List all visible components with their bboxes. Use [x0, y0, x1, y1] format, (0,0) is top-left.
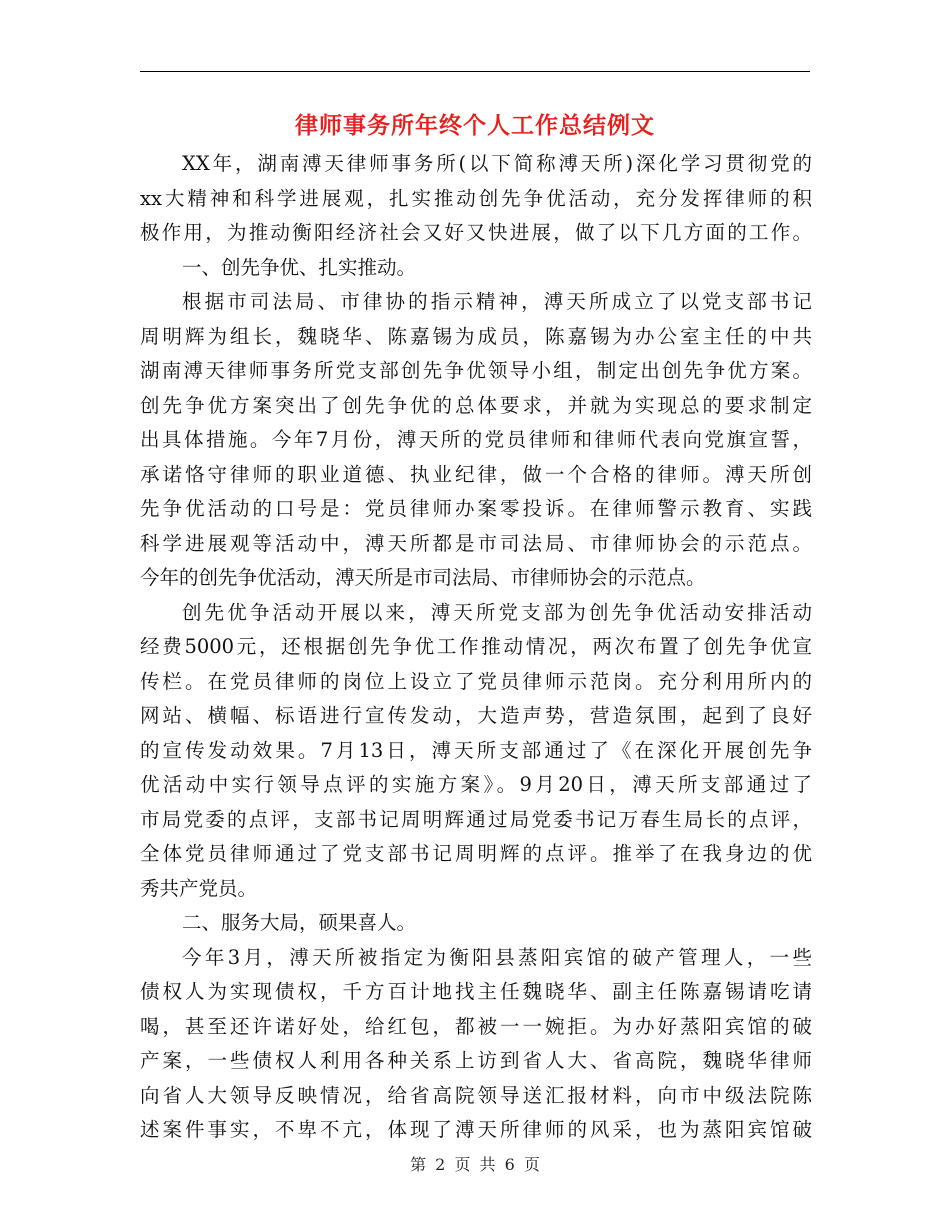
- paragraph-line: 今年的创先争优活动，溥天所是市司法局、市律师协会的示范点。: [140, 566, 706, 589]
- paragraph-line: 网站、横幅、标语进行宣传发动，大造声势，营造氛围，起到了良好: [140, 704, 812, 727]
- paragraph-line: 述案件事实，不卑不亢，体现了溥天所律师的风采，也为蒸阳宾馆破: [140, 1118, 812, 1141]
- section-heading: 二、服务大局，硕果喜人。: [182, 911, 417, 934]
- paragraph-line: 传栏。在党员律师的岗位上设立了党员律师示范岗。充分利用所内的: [140, 669, 812, 693]
- document-title: 律师事务所年终个人工作总结例文: [295, 113, 655, 139]
- paragraph-line: 产案，一些债权人利用各种关系上访到省人大、省高院，魏晓华律师: [140, 1049, 812, 1072]
- document-body: [140, 147, 812, 1148]
- paragraph-line: 创先争优方案突出了创先争优的总体要求，并就为实现总的要求制定: [140, 393, 812, 417]
- paragraph-line: 全体党员律师通过了党支部书记周明辉的点评。推举了在我身边的优: [140, 842, 812, 865]
- paragraph-line: XX年，湖南溥天律师事务所(以下简称溥天所)深化学习贯彻党的: [182, 152, 812, 175]
- paragraph-line: 出具体措施。今年7月份，溥天所的党员律师和律师代表向党旗宣誓，: [140, 428, 812, 451]
- page-number: 第 2 页 共 6 页: [410, 1155, 540, 1174]
- paragraph-line: 科学进展观等活动中，溥天所都是市司法局、市律师协会的示范点。: [140, 531, 812, 555]
- paragraph-line: 先争优活动的口号是：党员律师办案零投诉。在律师警示教育、实践: [140, 497, 812, 520]
- paragraph-line: 喝，甚至还许诺好处，给红包，都被一一婉拒。为办好蒸阳宾馆的破: [140, 1014, 812, 1038]
- paragraph-line: 市局党委的点评，支部书记周明辉通过局党委书记万春生局长的点评，: [140, 807, 812, 831]
- paragraph-line: 经费5000元，还根据创先争优工作推动情况，两次布置了创先争优宣: [140, 635, 812, 658]
- paragraph-line: 创先优争活动开展以来，溥天所党支部为创先争优活动安排活动: [182, 600, 812, 624]
- paragraph-line: 债权人为实现债权，千方百计地找主任魏晓华、副主任陈嘉锡请吃请: [140, 980, 812, 1003]
- paragraph-line: 今年3月，溥天所被指定为衡阳县蒸阳宾馆的破产管理人，一些: [182, 945, 812, 969]
- paragraph-line: 根据市司法局、市律协的指示精神，溥天所成立了以党支部书记: [182, 290, 812, 313]
- paragraph-line: 周明辉为组长，魏晓华、陈嘉锡为成员，陈嘉锡为办公室主任的中共: [140, 324, 812, 348]
- paragraph-line: 的宣传发动效果。7月13日，溥天所支部通过了《在深化开展创先争: [140, 738, 812, 762]
- paragraph-line: 向省人大领导反映情况，给省高院领导送汇报材料，向市中级法院陈: [140, 1083, 812, 1107]
- paragraph-line: 承诺恪守律师的职业道德、执业纪律，做一个合格的律师。溥天所创: [140, 462, 812, 486]
- paragraph-line: 优活动中实行领导点评的实施方案》。9月20日，溥天所支部通过了: [140, 773, 812, 796]
- paragraph-line: 极作用，为推动衡阳经济社会又好又快进展，做了以下几方面的工作。: [140, 221, 812, 244]
- header-rule: [140, 71, 810, 72]
- paragraph-line: 秀共产党员。: [140, 876, 258, 900]
- section-heading: 一、创先争优、扎实推动。: [182, 255, 417, 279]
- paragraph-line: 湖南溥天律师事务所党支部创先争优领导小组，制定出创先争优方案。: [140, 359, 812, 382]
- paragraph-line: xx大精神和科学进展观，扎实推动创先争优活动，充分发挥律师的积: [140, 186, 812, 210]
